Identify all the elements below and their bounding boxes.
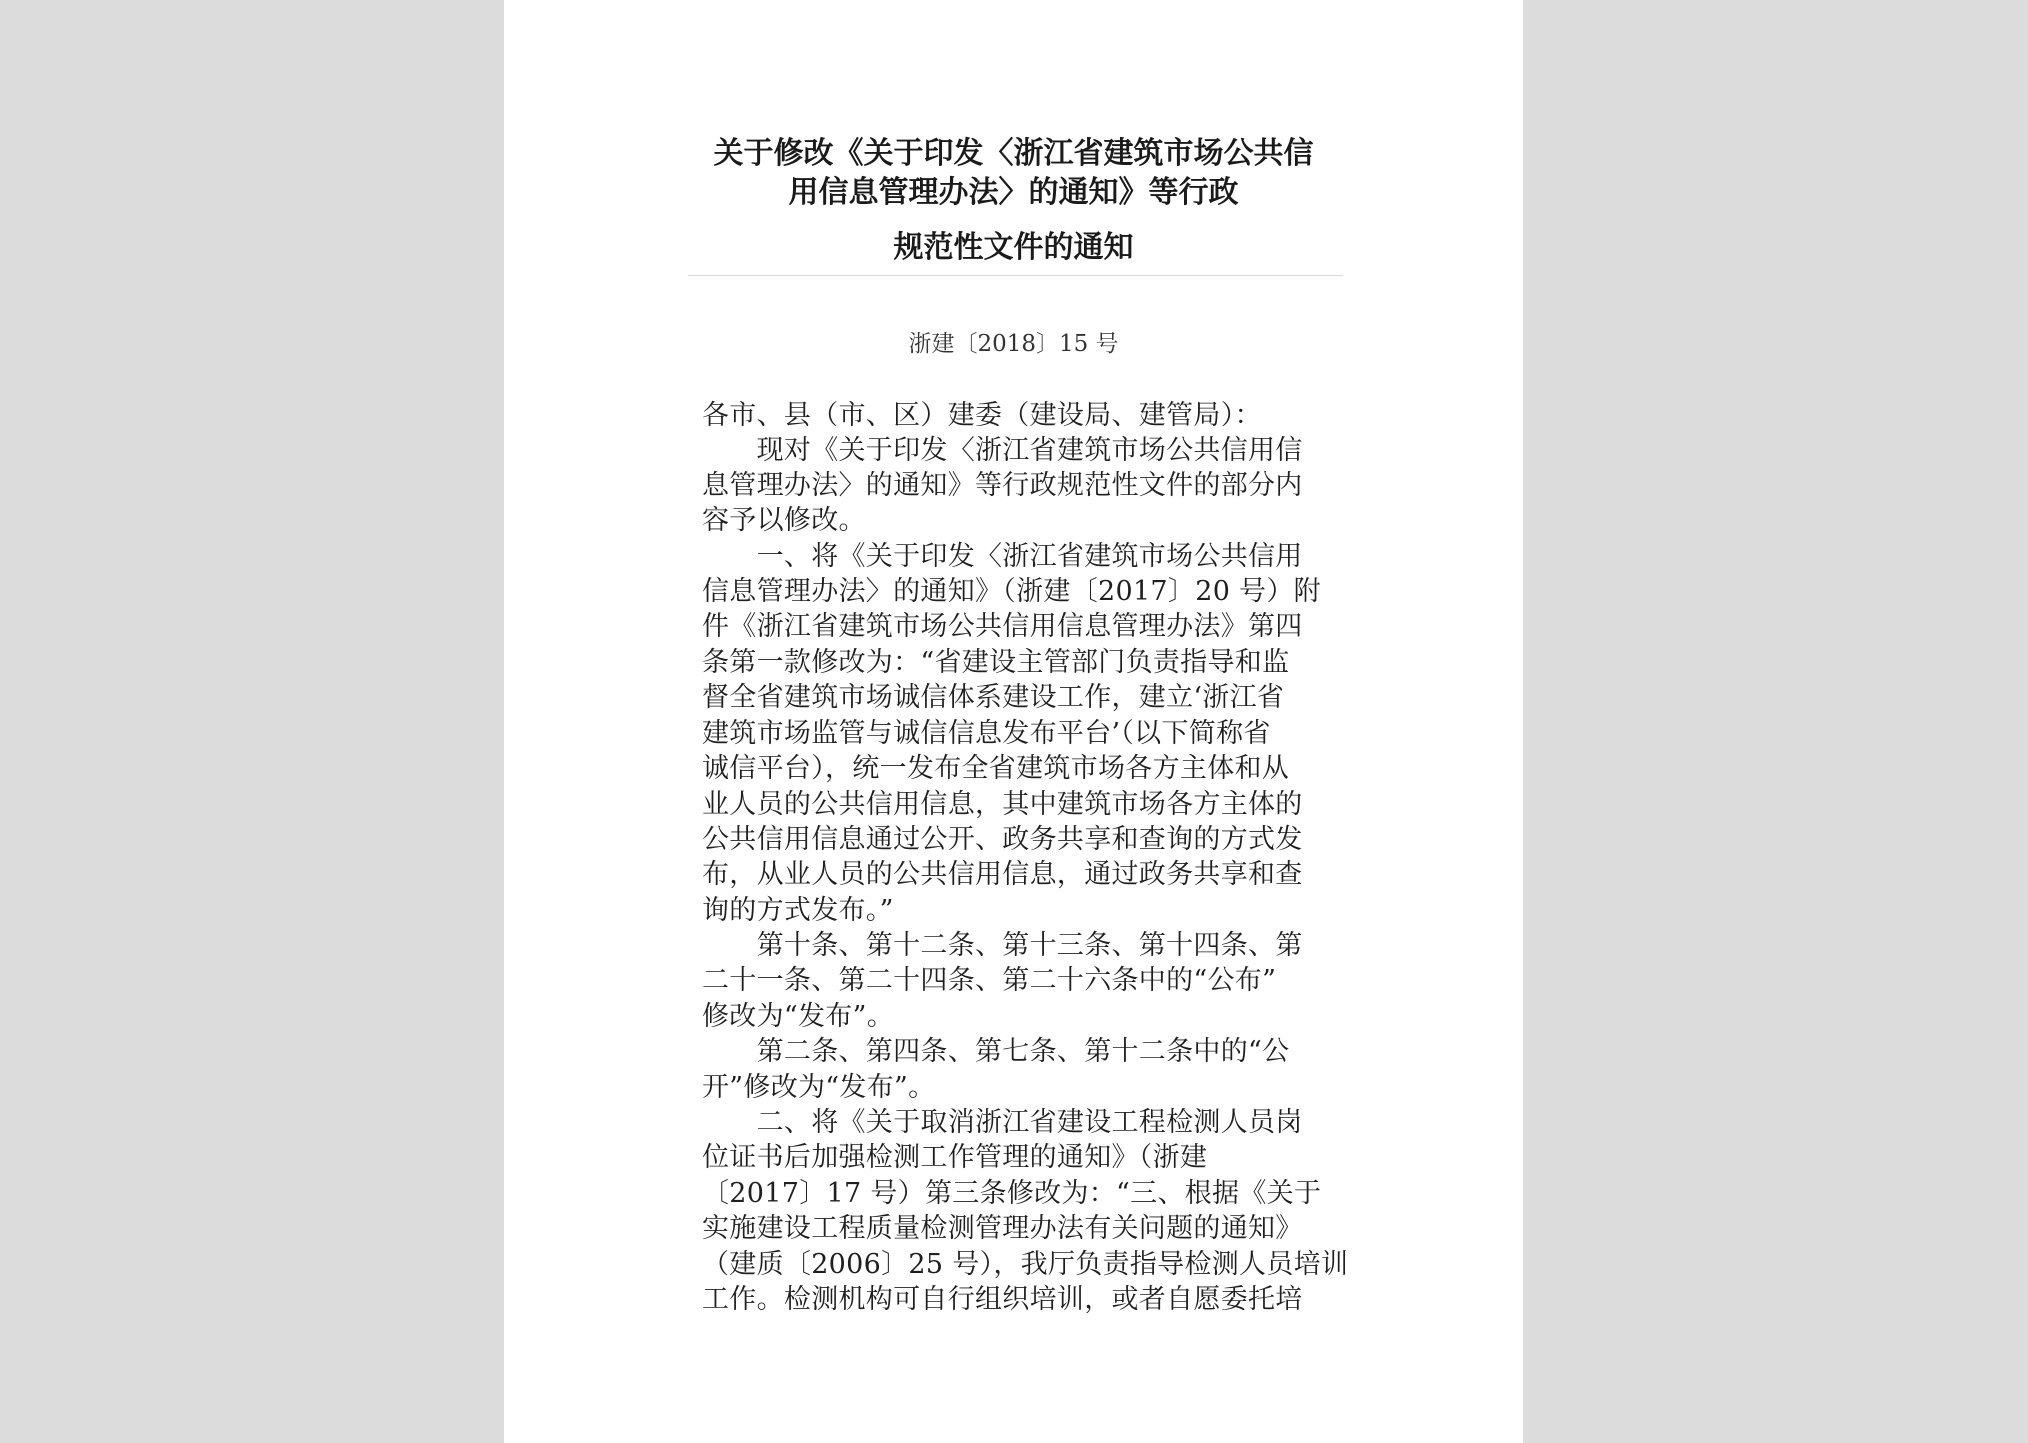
body-line: 〔2017〕17 号）第三条修改为：“三、根据《关于 — [702, 1178, 1322, 1209]
body-line: 开”修改为“发布”。 — [702, 1072, 936, 1103]
body-line: 修改为“发布”。 — [702, 1001, 895, 1032]
body-line: 二十一条、第二十四条、第二十六条中的“公布” — [702, 965, 1277, 996]
body-line: 实施建设工程质量检测管理办法有关问题的通知》 — [702, 1213, 1303, 1244]
body-line: 诚信平台），统一发布全省建筑市场各方主体和从 — [702, 753, 1290, 784]
body-line: 工作。检测机构可自行组织培训，或者自愿委托培 — [702, 1284, 1303, 1315]
body-line: 第二条、第四条、第七条、第十二条中的“公 — [702, 1036, 1290, 1067]
body-line: 各市、县（市、区）建委（建设局、建管局）： — [702, 400, 1262, 431]
body-line: 息管理办法〉的通知》等行政规范性文件的部分内 — [702, 470, 1303, 501]
body-line: 二、将《关于取消浙江省建设工程检测人员岗 — [702, 1107, 1303, 1138]
body-line: 现对《关于印发〈浙江省建筑市场公共信用信 — [702, 435, 1303, 466]
body-line: 条第一款修改为：“省建设主管部门负责指导和监 — [702, 647, 1290, 678]
document-title-line-3: 规范性文件的通知 — [893, 230, 1134, 265]
body-line: 建筑市场监管与诚信信息发布平台’（以下简称省 — [702, 718, 1271, 749]
title-divider — [688, 275, 1343, 276]
body-line: 业人员的公共信用信息，其中建筑市场各方主体的 — [702, 789, 1303, 820]
body-line: 一、将《关于印发〈浙江省建筑市场公共信用 — [702, 541, 1303, 572]
body-line: 信息管理办法〉的通知》（浙建〔2017〕20 号）附 — [702, 576, 1321, 607]
document-title-line-2: 用信息管理办法〉的通知》等行政 — [788, 175, 1239, 210]
document-page — [504, 0, 1523, 1443]
body-line: 位证书后加强检测工作管理的通知》（浙建 — [702, 1142, 1208, 1173]
body-line: （建质〔2006〕25 号），我厅负责指导检测人员培训 — [702, 1249, 1349, 1280]
body-line: 件《浙江省建筑市场公共信用信息管理办法》第四 — [702, 611, 1303, 642]
body-line: 容予以修改。 — [702, 505, 866, 536]
body-line: 询的方式发布。” — [702, 895, 894, 926]
body-line: 布，从业人员的公共信用信息，通过政务共享和查 — [702, 859, 1303, 890]
document-title-line-1: 关于修改《关于印发〈浙江省建筑市场公共信 — [713, 136, 1314, 171]
body-line: 公共信用信息通过公开、政务共享和查询的方式发 — [702, 824, 1303, 855]
body-line: 第十条、第十二条、第十三条、第十四条、第 — [702, 930, 1303, 961]
body-line: 督全省建筑市场诚信体系建设工作，建立‘浙江省 — [702, 682, 1285, 713]
document-number: 浙建〔2018〕15 号 — [908, 331, 1119, 357]
